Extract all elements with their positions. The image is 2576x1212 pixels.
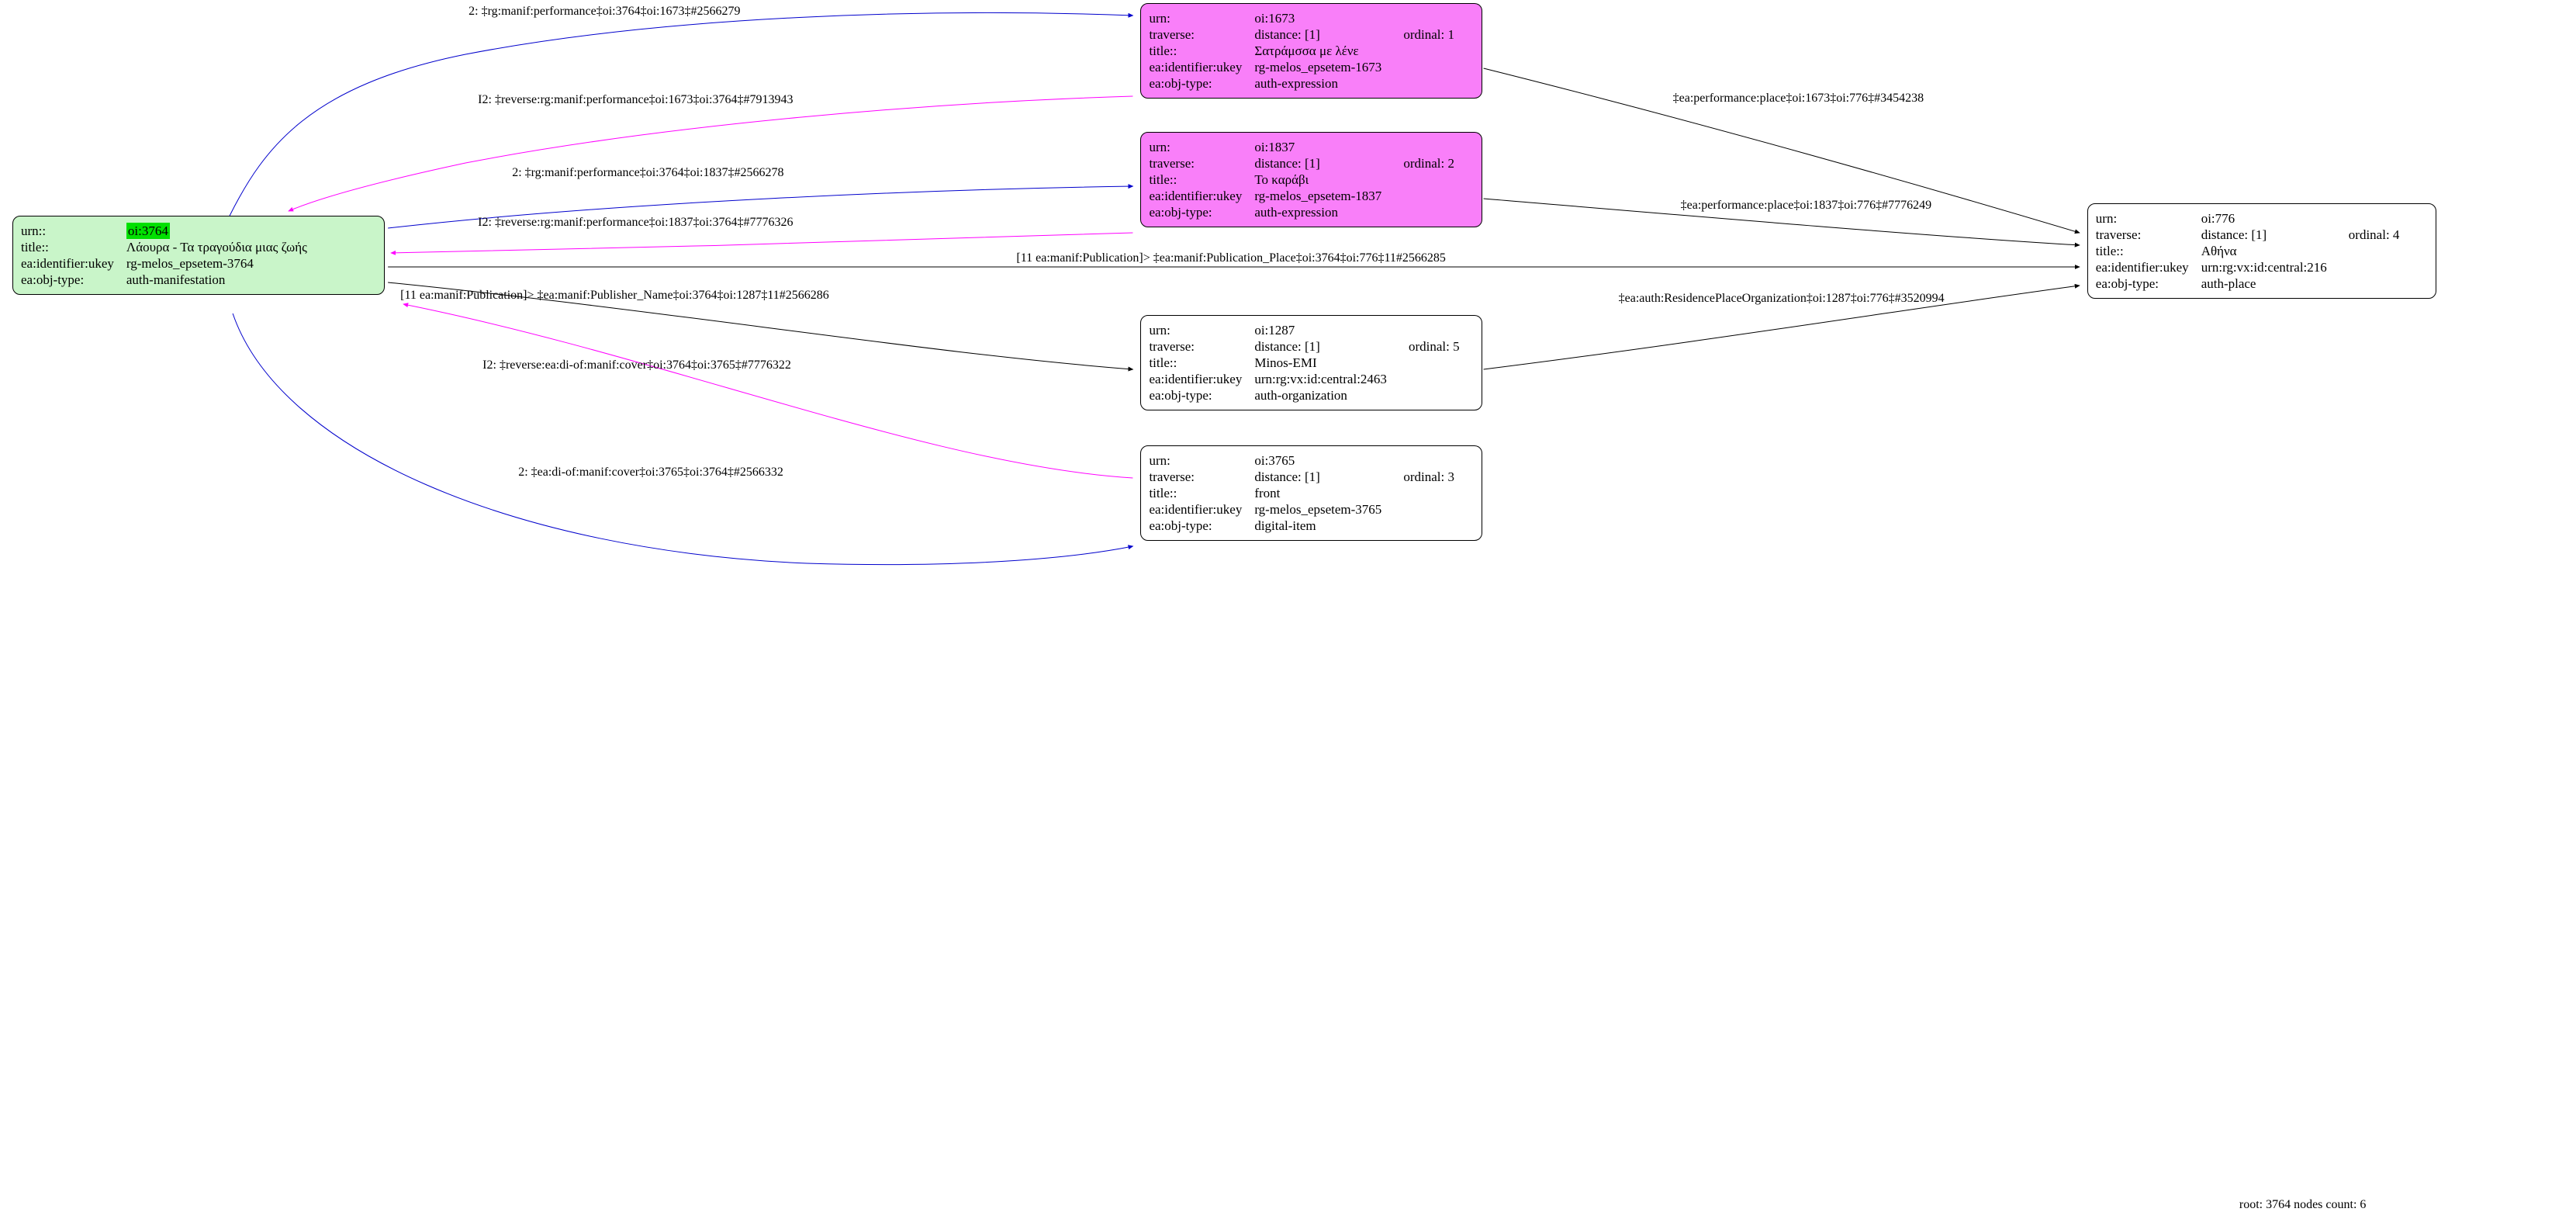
edge-auth-residence-place-organization-label: ‡ea:auth:ResidencePlaceOrganization‡oi:1287‡oi:776‡#3520994 xyxy=(1618,292,1945,305)
node-n3764[interactable] xyxy=(12,216,385,295)
node-n776[interactable] xyxy=(2087,203,2436,299)
node-row xyxy=(21,272,307,288)
node-field-value-secondary: ordinal: 2 xyxy=(1403,156,1454,171)
node-field-value: rg-melos_epsetem-1673 xyxy=(1254,60,1382,74)
node-row xyxy=(1149,204,1454,220)
node-field-value: front xyxy=(1254,486,1281,500)
node-field-key: ea:identifier:ukey xyxy=(1149,60,1243,74)
node-field-key: ea:identifier:ukey xyxy=(1149,372,1243,386)
node-row xyxy=(1149,518,1454,534)
edge-performance-place-1673-label: ‡ea:performance:place‡oi:1673‡oi:776‡#3454238 xyxy=(1672,92,1924,105)
edge-manif-publisher-name-label: [11 ea:manif:Publication]> ‡ea:manif:Publisher_Name‡oi:3764‡oi:1287‡11#2566286 xyxy=(400,289,829,302)
node-n1673[interactable] xyxy=(1140,3,1482,99)
node-n3765[interactable] xyxy=(1140,445,1482,541)
node-row xyxy=(21,239,307,255)
node-field-key: urn:: xyxy=(21,223,47,238)
node-row xyxy=(1149,371,1459,387)
edge-di-of-manif-cover-label: 2: ‡ea:di-of:manif:cover‡oi:3765‡oi:3764‡#2566332 xyxy=(518,466,783,479)
edge-reverse-rg-manif-performance-1673 xyxy=(289,96,1132,211)
node-row xyxy=(1149,59,1454,75)
node-field-key: title:: xyxy=(21,240,49,255)
node-row xyxy=(2096,275,2400,292)
node-row xyxy=(1149,155,1454,171)
node-row xyxy=(1149,43,1454,59)
node-field-value: oi:1837 xyxy=(1254,140,1295,154)
node-field-key: title:: xyxy=(1149,486,1177,500)
node-field-key: urn: xyxy=(1149,11,1170,26)
node-row xyxy=(1149,139,1454,155)
node-field-key: traverse: xyxy=(1149,156,1195,171)
node-row xyxy=(1149,469,1454,485)
node-row xyxy=(2096,210,2400,227)
edge-di-of-manif-cover xyxy=(233,313,1132,565)
edge-reverse-rg-manif-performance-1837-label: I2: ‡reverse:rg:manif:performance‡oi:1837‡oi:3764‡#7776326 xyxy=(478,216,794,229)
node-field-value: Minos-EMI xyxy=(1254,355,1317,370)
node-field-value-secondary: ordinal: 4 xyxy=(2348,227,2400,242)
node-field-value: Λάουρα - Τα τραγούδια μιας ζωής xyxy=(126,240,307,255)
node-field-key: ea:identifier:ukey xyxy=(2095,260,2189,275)
node-field-key: ea:obj-type: xyxy=(2095,276,2159,291)
node-field-value: oi:3765 xyxy=(1254,453,1295,468)
node-row xyxy=(21,223,307,239)
node-field-key: urn: xyxy=(1149,140,1170,154)
node-field-value: digital-item xyxy=(1254,518,1316,533)
node-field-value: auth-organization xyxy=(1254,388,1347,403)
node-field-key: ea:obj-type: xyxy=(21,272,85,287)
node-row xyxy=(2096,243,2400,259)
edge-rg-manif-performance-1837-label: 2: ‡rg:manif:performance‡oi:3764‡oi:1837‡#2566278 xyxy=(512,166,784,179)
node-field-value: distance: [1] xyxy=(1254,339,1320,354)
node-row xyxy=(1149,485,1454,501)
node-row xyxy=(1149,338,1459,355)
edge-reverse-rg-manif-performance-1673-label: I2: ‡reverse:rg:manif:performance‡oi:1673‡oi:3764‡#7913943 xyxy=(478,93,794,106)
node-field-key: title:: xyxy=(1149,43,1177,58)
node-field-value-secondary: ordinal: 3 xyxy=(1403,469,1454,484)
node-field-value: rg-melos_epsetem-1837 xyxy=(1254,189,1382,203)
node-row xyxy=(1149,452,1454,469)
node-row xyxy=(1149,75,1454,92)
node-n1287[interactable] xyxy=(1140,315,1482,410)
node-field-key: traverse: xyxy=(1149,469,1195,484)
node-row xyxy=(1149,188,1454,204)
node-field-value: Σατράμσσα με λένε xyxy=(1254,43,1359,58)
node-row xyxy=(2096,259,2400,275)
node-field-value: urn:rg:vx:id:central:2463 xyxy=(1254,372,1387,386)
node-field-key: ea:obj-type: xyxy=(1149,388,1212,403)
node-field-key: traverse: xyxy=(2095,227,2142,242)
node-row xyxy=(1149,10,1454,26)
node-row xyxy=(2096,227,2400,243)
node-field-key: ea:identifier:ukey xyxy=(21,256,114,271)
edge-rg-manif-performance-1673 xyxy=(230,13,1132,216)
node-field-value-secondary: ordinal: 5 xyxy=(1408,339,1460,354)
node-field-value-highlight: oi:3764 xyxy=(127,223,168,238)
node-field-key: ea:obj-type: xyxy=(1149,205,1212,220)
node-field-key: traverse: xyxy=(1149,339,1195,354)
node-field-value-secondary: ordinal: 1 xyxy=(1403,27,1454,42)
edge-rg-manif-performance-1673-label: 2: ‡rg:manif:performance‡oi:3764‡oi:1673‡#2566279 xyxy=(469,5,741,18)
node-field-value: Το καράβι xyxy=(1254,172,1309,187)
node-row xyxy=(1149,26,1454,43)
node-row xyxy=(1149,322,1459,338)
node-row xyxy=(1149,501,1454,518)
node-field-key: urn: xyxy=(1149,453,1170,468)
node-row xyxy=(1149,171,1454,188)
edge-reverse-di-of-manif-cover-label: I2: ‡reverse:ea:di-of:manif:cover‡oi:3764‡oi:3765‡#7776322 xyxy=(482,358,791,372)
node-field-key: title:: xyxy=(1149,355,1177,370)
node-field-value: auth-expression xyxy=(1254,205,1338,220)
node-field-value: distance: [1] xyxy=(1254,156,1320,171)
node-field-key: ea:obj-type: xyxy=(1149,76,1212,91)
node-field-value: distance: [1] xyxy=(2201,227,2267,242)
node-field-value: auth-manifestation xyxy=(126,272,226,287)
node-field-value: oi:1673 xyxy=(1254,11,1295,26)
node-row xyxy=(21,255,307,272)
node-field-value: rg-melos_epsetem-3764 xyxy=(126,256,254,271)
node-row xyxy=(1149,387,1459,403)
node-row xyxy=(1149,355,1459,371)
node-field-key: title:: xyxy=(2095,244,2124,258)
node-field-key: urn: xyxy=(2095,211,2118,226)
node-field-value xyxy=(126,223,307,239)
node-field-key: ea:identifier:ukey xyxy=(1149,189,1243,203)
node-field-value: rg-melos_epsetem-3765 xyxy=(1254,502,1382,517)
node-field-key: title:: xyxy=(1149,172,1177,187)
node-field-key: ea:obj-type: xyxy=(1149,518,1212,533)
graph-caption: root: 3764 nodes count: 6 xyxy=(2239,1198,2367,1211)
node-field-value: Αθήνα xyxy=(2201,244,2237,258)
node-field-value: distance: [1] xyxy=(1254,27,1320,42)
edge-reverse-rg-manif-performance-1837 xyxy=(391,233,1132,253)
node-field-value: auth-place xyxy=(2201,276,2256,291)
node-field-value: oi:1287 xyxy=(1254,323,1295,338)
node-field-value: urn:rg:vx:id:central:216 xyxy=(2201,260,2327,275)
node-n1837[interactable] xyxy=(1140,132,1482,227)
edge-reverse-di-of-manif-cover xyxy=(403,304,1132,478)
edge-manif-publication-place-label: [11 ea:manif:Publication]> ‡ea:manif:Publication_Place‡oi:3764‡oi:776‡11#2566285 xyxy=(1016,251,1446,265)
node-field-key: traverse: xyxy=(1149,27,1195,42)
edge-performance-place-1837-label: ‡ea:performance:place‡oi:1837‡oi:776‡#7776249 xyxy=(1680,199,1932,212)
node-field-key: ea:identifier:ukey xyxy=(1149,502,1243,517)
node-field-key: urn: xyxy=(1149,323,1170,338)
node-field-value: oi:776 xyxy=(2201,211,2235,226)
node-field-value: auth-expression xyxy=(1254,76,1338,91)
node-field-value: distance: [1] xyxy=(1254,469,1320,484)
